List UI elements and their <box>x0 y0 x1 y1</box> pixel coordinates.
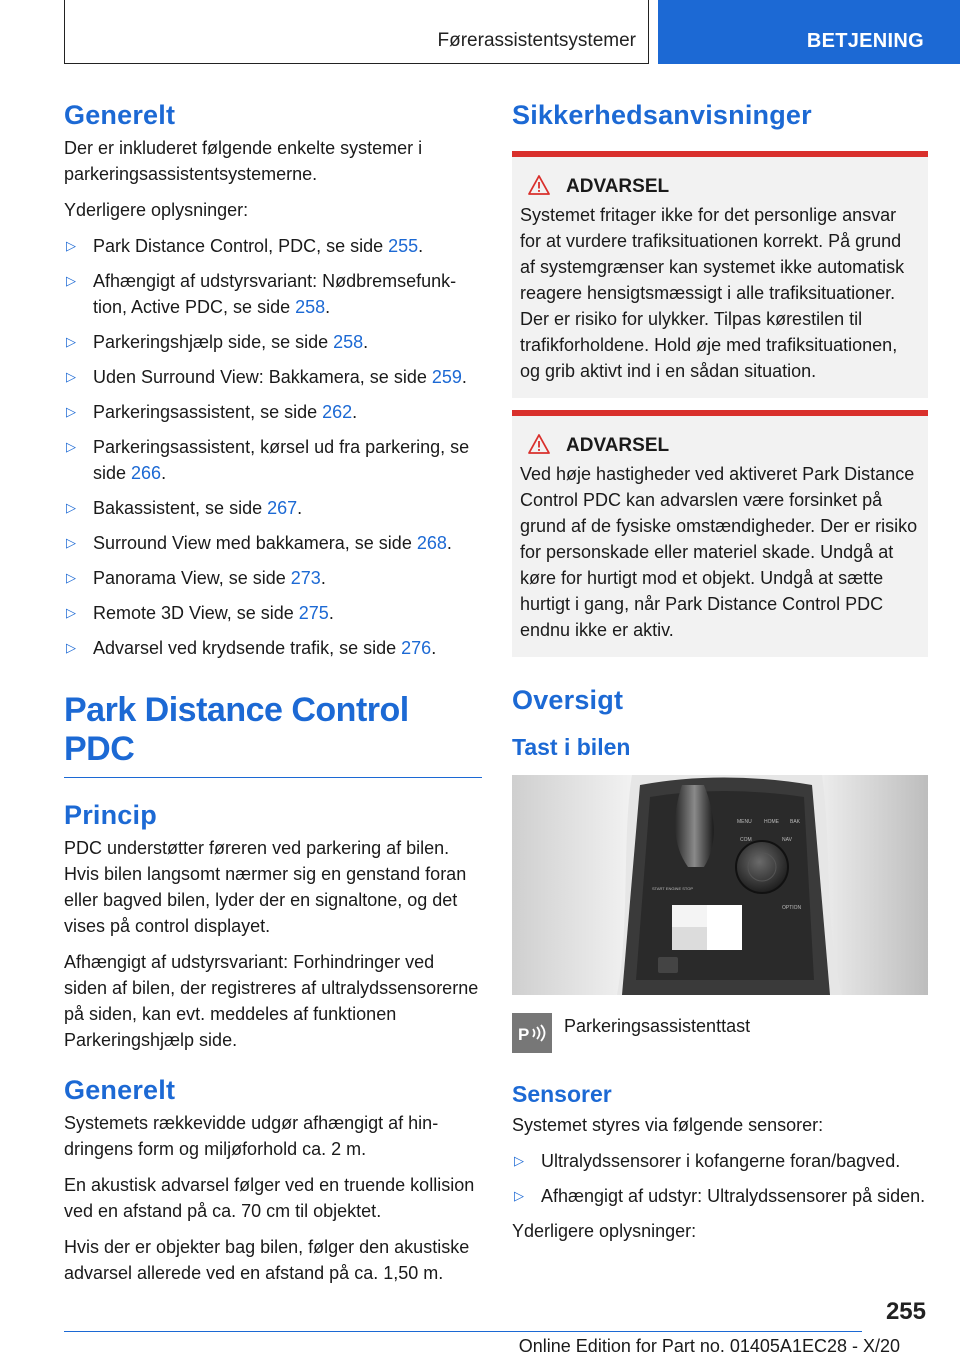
page-link[interactable]: 258 <box>295 297 326 317</box>
princip-heading: Princip <box>64 800 157 830</box>
general2-paragraph-3: Hvis der er objekter bag bilen, følger den akustiske advarsel allerede ved en afstand på ca. 1,50 m. <box>64 1237 470 1283</box>
sensors-heading: Sensorer <box>512 1081 612 1107</box>
warning-title: ADVARSEL <box>520 434 920 457</box>
left-column <box>64 100 482 1296</box>
list-triangle-icon: ▷ <box>66 439 76 454</box>
svg-text:NAV: NAV <box>782 837 792 843</box>
chapter-tab-label: BETJENING <box>806 30 924 52</box>
general2-heading: Generelt <box>64 1075 176 1105</box>
page-link[interactable]: 273 <box>290 568 321 588</box>
overview-heading: Oversigt <box>512 685 624 715</box>
general2-paragraph-2: En akustisk advarsel følger ved en truende kollision ved en afstand på ca. 70 cm til objektet. <box>64 1175 475 1221</box>
warning-box <box>512 151 928 398</box>
list-item: ▷ Advarsel ved krydsende trafik, se side 276. <box>64 635 482 661</box>
chapter-tab <box>658 0 960 64</box>
footer-divider <box>64 1331 862 1332</box>
page-link[interactable]: 276 <box>401 638 432 658</box>
princip-paragraph-1: PDC understøtter føreren ved parkering af bilen. Hvis bilen langsomt nærmer sig en genstand foran eller bagved bilen, lyder der en signaltone, og det vises på control displayet. <box>64 838 467 936</box>
list-item: ▷ Remote 3D View, se side 275. <box>64 600 482 626</box>
list-item: ▷ Afhængigt af udstyr: Ultralydssensorer på siden. <box>512 1183 928 1209</box>
list-item: ▷ Parkeringshjælp side, se side 258. <box>64 329 482 355</box>
page-link[interactable]: 259 <box>431 367 462 387</box>
list-triangle-icon: ▷ <box>66 570 76 585</box>
sensors-paragraph-1: Systemet styres via følgende sensorer: <box>512 1115 824 1135</box>
list-item: ▷ Parkeringsassistent, kørsel ud fra parkering, se side 266. <box>64 434 482 486</box>
list-triangle-icon: ▷ <box>514 1153 524 1168</box>
general2-paragraph-1: Systemets rækkevidde udgør afhængigt af hindringens form og miljøforhold ca. 2 m. <box>64 1113 439 1159</box>
button-heading: Tast i bilen <box>512 734 631 760</box>
list-item: ▷ Surround View med bakkamera, se side 268. <box>64 530 482 556</box>
warning-triangle-icon <box>528 434 550 454</box>
key-label: Parkeringsassistenttast <box>564 1016 751 1036</box>
warning-triangle-icon <box>528 175 550 195</box>
warning-text: Systemet fritager ikke for det personlige ansvar for at vurdere trafiksituationen korrekt. På grund af systemgrænser kan systemet ikke automatisk reagere hensigtsmæssigt i alle trafiksituationer. Der er risiko for ulykker. Tilpas kørestilen til trafikforholdene. Hold øje med trafiksituationen, og grib aktivt ind i en sådan situation. <box>520 205 905 381</box>
parking-assistant-icon <box>512 1013 552 1053</box>
svg-text:HOME: HOME <box>764 819 779 825</box>
console-illustration <box>512 775 928 995</box>
svg-text:OPTION: OPTION <box>782 905 802 911</box>
svg-text:MENU: MENU <box>737 819 752 825</box>
general-paragraph-1: Der er inkluderet følgende enkelte systemer i parkeringsassistentsystemerne. <box>64 138 423 184</box>
page-link[interactable]: 258 <box>333 332 364 352</box>
center-console-photo <box>512 775 928 995</box>
general-heading: Generelt <box>64 100 176 130</box>
sensors-paragraph-2: Yderligere oplysninger: <box>512 1221 697 1241</box>
list-triangle-icon: ▷ <box>66 640 76 655</box>
general-paragraph-2: Yderligere oplysninger: <box>64 200 249 220</box>
princip-paragraph-2: Afhængigt af udstyrsvariant: Forhindringer ved siden af bilen, der registreres af ultralydssensorerne på siden, kan evt. meddeles af funktionen Parkeringshjælp side. <box>64 952 479 1050</box>
list-item: ▷ Parkeringsassistent, se side 262. <box>64 399 482 425</box>
page-number: 255 <box>885 1298 926 1325</box>
list-triangle-icon: ▷ <box>66 535 76 550</box>
svg-text:START ENGINE STOP: START ENGINE STOP <box>652 886 694 891</box>
page-link[interactable]: 275 <box>298 603 329 623</box>
sensor-list <box>512 1148 928 1209</box>
right-column <box>512 100 928 1254</box>
page-link[interactable]: 255 <box>388 236 419 256</box>
page-link[interactable]: 266 <box>131 463 162 483</box>
key-legend <box>512 1013 928 1053</box>
list-triangle-icon: ▷ <box>66 404 76 419</box>
list-triangle-icon: ▷ <box>66 238 76 253</box>
list-triangle-icon: ▷ <box>66 369 76 384</box>
list-triangle-icon: ▷ <box>66 605 76 620</box>
page-link[interactable]: 267 <box>267 498 298 518</box>
list-item: ▷ Uden Surround View: Bakkamera, se side 259. <box>64 364 482 390</box>
list-triangle-icon: ▷ <box>66 273 76 288</box>
list-triangle-icon: ▷ <box>66 500 76 515</box>
svg-text:BAK: BAK <box>790 819 801 825</box>
safety-heading: Sikkerhedsanvisninger <box>512 100 812 130</box>
list-item: ▷ Ultralydssensorer i kofangerne foran/bagved. <box>512 1148 928 1174</box>
section-title: Førerassistentsystemer <box>437 30 636 51</box>
list-item: ▷ Panorama View, se side 273. <box>64 565 482 591</box>
svg-text:COM: COM <box>740 837 752 843</box>
header-section-box <box>64 0 649 64</box>
reference-list <box>64 233 482 661</box>
warning-box <box>512 410 928 657</box>
list-item: ▷ Park Distance Control, PDC, se side 255. <box>64 233 482 259</box>
edition-text: Online Edition for Part no. 01405A1EC28 - X/20 <box>518 1336 900 1356</box>
list-item: ▷ Afhængigt af udstyrsvariant: Nødbremsefunktion, Active PDC, se side 258. <box>64 268 482 320</box>
svg-text:P: P <box>518 1025 530 1044</box>
page-link[interactable]: 268 <box>416 533 447 553</box>
list-item: ▷ Bakassistent, se side 267. <box>64 495 482 521</box>
warning-title: ADVARSEL <box>520 175 920 198</box>
list-triangle-icon: ▷ <box>66 334 76 349</box>
warning-text: Ved høje hastigheder ved aktiveret Park Distance Control PDC kan advarslen være forsinket på grund af de fysiske omstændigheder. Der er risiko for personskade eller materiel skade. Undgå at køre for hurtigt mod et objekt. Undgå at sætte hurtigt i gang, når Park Distance Control PDC endnu ikke er aktiv. <box>520 464 918 640</box>
page-link[interactable]: 262 <box>322 402 353 422</box>
pdc-heading: Park Distance Control PDC <box>64 691 482 778</box>
list-triangle-icon: ▷ <box>514 1188 524 1203</box>
